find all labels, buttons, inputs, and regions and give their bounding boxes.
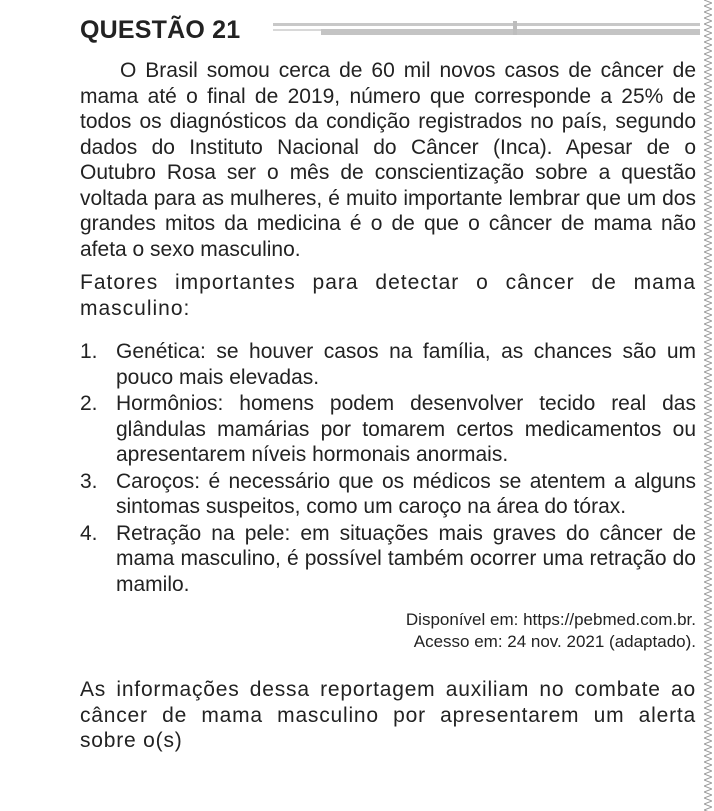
factors-list — [80, 339, 696, 597]
intro-paragraph: O Brasil somou cerca de 60 mil novos casos de câncer de mama até o final de 2019, número que corresponde a 25% de todos os diagnósticos da condição registrados no país, segundo dados do Instituto Nacional do Câncer (Inca). Apesar de o Outubro Rosa ser o mês de conscientização sobre a questão voltada para as mulheres, é muito importante lembrar que um dos grandes mitos da medicina é o de que o câncer de mama não afeta o sexo masculino. — [80, 59, 696, 261]
source-citation — [80, 609, 696, 653]
source-url-line: Disponível em: https://pebmed.com.br. — [405, 610, 696, 629]
list-item-number: 1. — [80, 340, 98, 363]
list-item-text: Caroços: é necessário que os médicos se atentem a alguns sintomas suspeitos, como um caroço na área do tórax. — [116, 469, 696, 518]
list-item-text: Hormônios: homens podem desenvolver tecido real das glândulas mamárias por tomarem certos medicamentos ou apresentarem níveis hormonais anormais. — [116, 392, 696, 466]
question-prompt: As informações dessa reportagem auxiliam no combate ao câncer de mama masculino por apresentarem um alerta sobre o(s) — [80, 678, 696, 752]
list-item — [80, 391, 696, 468]
list-item-number: 3. — [80, 469, 98, 493]
list-item — [80, 469, 696, 520]
factors-subtitle: Fatores importantes para detectar o câncer de mama masculino: — [80, 271, 696, 320]
source-access-line: Acesso em: 24 nov. 2021 (adaptado). — [413, 632, 696, 651]
header-rule — [273, 23, 700, 35]
question-title: QUESTÃO 21 — [80, 16, 241, 44]
list-item-text: Retração na pele: em situações mais graves do câncer de mama masculino, é possível também ocorrer uma retração do mamilo. — [116, 521, 696, 596]
question-body — [80, 58, 696, 754]
question-header — [80, 12, 700, 48]
list-item-text: Genética: se houver casos na família, as chances são um pouco mais elevadas. — [116, 340, 696, 389]
list-item-number: 2. — [80, 392, 98, 415]
list-item — [80, 521, 696, 598]
list-item — [80, 339, 696, 390]
page-border-pattern — [704, 0, 712, 811]
list-item-number: 4. — [80, 521, 98, 545]
